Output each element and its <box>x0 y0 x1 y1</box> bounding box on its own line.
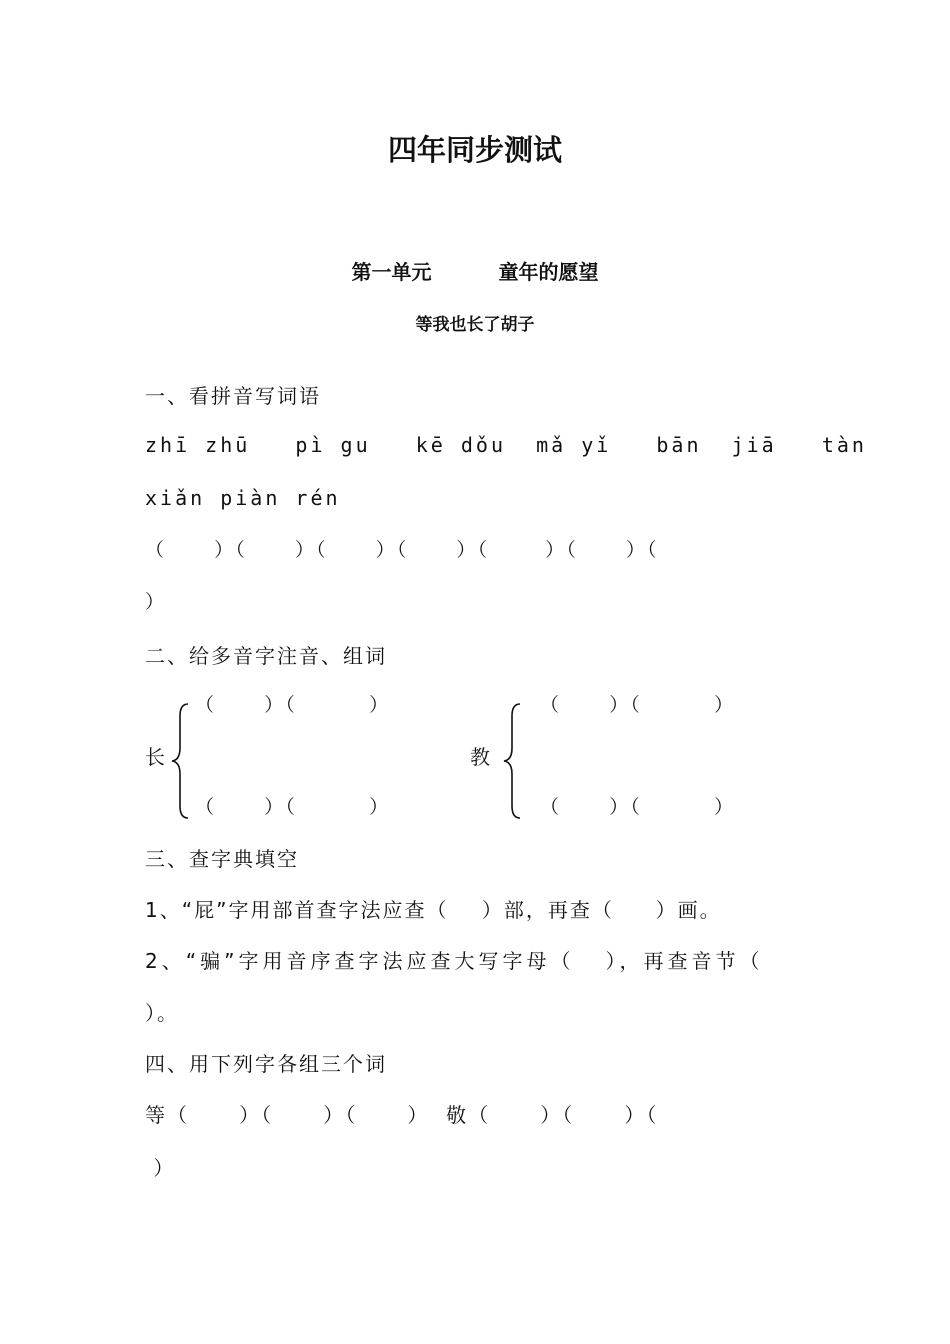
polyphone-2-top-blanks: （ ）（ ） <box>540 694 736 716</box>
section-1-heading: 一、看拼音写词语 <box>145 384 321 408</box>
section-2-heading: 二、给多音字注音、组词 <box>145 644 387 668</box>
answer-blanks-2: ） <box>145 591 167 613</box>
polyphone-char-1: 长 <box>145 745 165 769</box>
section-4-heading: 四、用下列字各组三个词 <box>145 1052 387 1076</box>
polyphone-1-bottom-blanks: （ ）（ ） <box>195 796 391 818</box>
section-3-heading: 三、查字典填空 <box>145 847 299 871</box>
polyphone-char-2: 教 <box>470 745 490 769</box>
brace-icon <box>168 700 192 822</box>
pinyin-line-1: zhī zhū pì gu kē dǒu mǎ yǐ bān jiā tàn <box>145 433 867 457</box>
polyphone-2-bottom-blanks: （ ）（ ） <box>540 796 736 818</box>
lesson-title: 等我也长了胡子 <box>415 315 535 335</box>
pinyin-line-2: xiǎn piàn rén <box>145 486 341 510</box>
word-group-line-2: ） <box>145 1156 176 1180</box>
page-title: 四年同步测试 <box>387 133 562 167</box>
dictionary-question-1: 1、“屁”字用部首查字法应查（ ）部，再查（ ）画。 <box>145 898 722 922</box>
unit-heading: 第一单元 童年的愿望 <box>351 260 599 284</box>
dictionary-question-2: 2、“骗”字用音序查字法应查大写字母（ ），再查音节（ <box>145 949 764 973</box>
word-group-line-1: 等（ ）（ ）（ ） 敬（ ）（ ）（ <box>145 1103 659 1127</box>
answer-blanks-1: （ ）（ ）（ ）（ ）（ ）（ ）（ <box>145 539 659 561</box>
brace-icon <box>500 700 524 822</box>
dictionary-question-2-cont: ）。 <box>145 1001 179 1025</box>
polyphone-1-top-blanks: （ ）（ ） <box>195 694 391 716</box>
